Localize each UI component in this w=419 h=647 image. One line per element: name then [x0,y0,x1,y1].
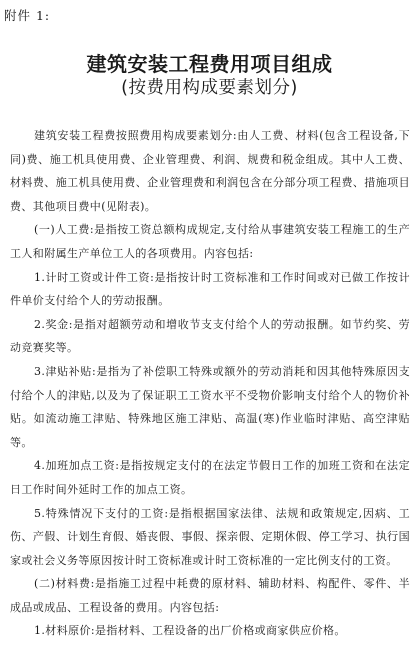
item-time-wage: 1.计时工资或计件工资:是指按计时工资标准和工作时间或对已做工作按计件单价支付给个人的劳动报酬。 [10,270,410,308]
section-material-cost: (二)材料费:是指施工过程中耗费的原材料、辅助材料、构配件、零件、半成品或成品、工程设备的费用。内容包括: [10,577,410,614]
item-bonus: 2.奖金:是指对超额劳动和增收节支支付给个人的劳动报酬。如节约奖、劳动竞赛奖等。 [10,317,410,355]
document-body [10,124,410,643]
item-overtime-wage: 4.加班加点工资:是指按规定支付的在法定节假日工作的加班工资和在法定日工作时间外延时工作的加点工资。 [10,459,410,496]
document-title: 建筑安装工程费用项目组成 [86,52,333,76]
section-labor-cost: (一)人工费:是指按工资总额构成规定,支付给从事建筑安装工程施工的生产工人和附属生产单位工人的各项费用。内容包括: [10,223,410,260]
annex-label: 附件 1: [4,8,51,23]
document-subtitle: (按费用构成要素划分) [121,78,298,98]
item-allowance: 3.津贴补贴:是指为了补偿职工特殊或额外的劳动消耗和因其他特殊原因支付给个人的津贴,以及为了保证职工工资水平不受物价影响支付给个人的物价补贴。如流动施工津贴、特殊地区施工津贴、高温(寒)作业临时津贴、高空津贴等。 [10,364,410,449]
item-material-price: 1.材料原价:是指材料、工程设备的出厂价格或商家供应价格。 [34,624,346,638]
intro-paragraph: 建筑安装工程费按照费用构成要素划分:由人工费、材料(包含工程设备,下同)费、施工机具使用费、企业管理费、利润、规费和税金组成。其中人工费、材料费、施工机具使用费、企业管理费和利润包含在分部分项工程费、措施项目费、其他项目费中(见附表)。 [10,129,410,213]
item-special-wage: 5.特殊情况下支付的工资:是指根据国家法律、法规和政策规定,因病、工伤、产假、计划生育假、婚丧假、事假、探亲假、定期休假、停工学习、执行国家或社会义务等原因按计时工资标准或计时工资标准的一定比例支付的工资。 [10,506,410,567]
